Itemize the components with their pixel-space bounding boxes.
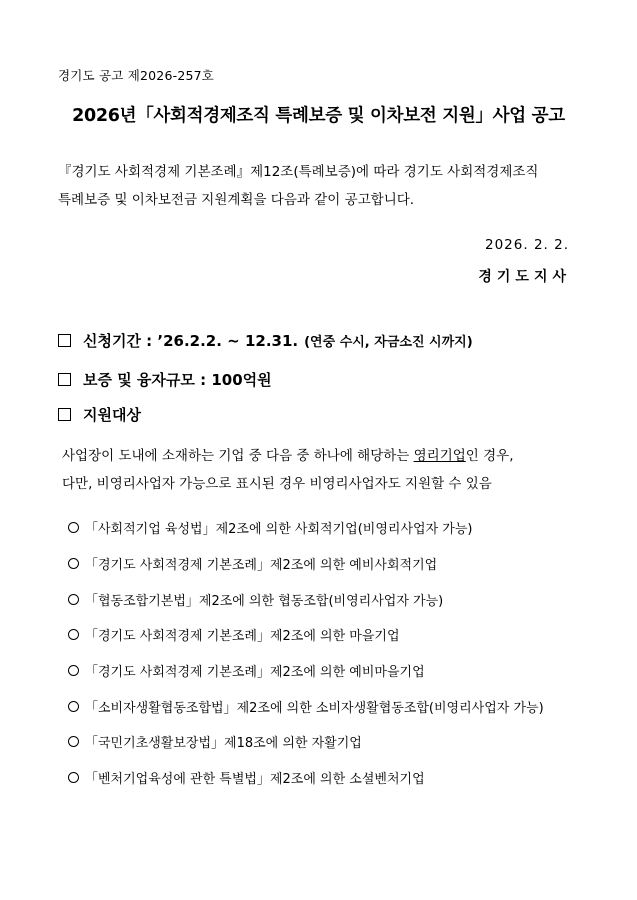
signer-name: 경기도지사 xyxy=(478,269,571,285)
target-description-line-2: 다만, 비영리사업자 가능으로 표시된 경우 비영리사업자도 지원할 수 있음 xyxy=(62,476,492,492)
notice-date: 2026. 2. 2. xyxy=(485,237,569,253)
section-scale xyxy=(58,369,272,390)
list-item xyxy=(68,760,598,796)
list-item-text: 「벤처기업육성에 관한 특별법」제2조에 의한 소셜벤처기업 xyxy=(85,772,425,788)
circle-bullet-icon xyxy=(68,772,79,783)
circle-bullet-icon xyxy=(68,522,79,533)
target-desc-text-b: 인 경우, xyxy=(465,448,514,464)
list-item-text: 「협동조합기본법」제2조에 의한 협동조합(비영리사업자 가능) xyxy=(85,593,444,609)
list-item-text: 「소비자생활협동조합법」제2조에 의한 소비자생활협동조합(비영리사업자 가능) xyxy=(85,700,544,716)
section-period-note: (연중 수시, 자금소진 시까지) xyxy=(304,335,473,350)
list-item xyxy=(68,581,598,617)
circle-bullet-icon xyxy=(68,594,79,605)
list-item-text: 「경기도 사회적경제 기본조례」제2조에 의한 예비사회적기업 xyxy=(85,558,438,574)
list-item xyxy=(68,617,598,653)
list-item xyxy=(68,724,598,760)
list-item-text: 「사회적기업 육성법」제2조에 의한 사회적기업(비영리사업자 가능) xyxy=(85,522,473,538)
intro-line-1: 『경기도 사회적경제 기본조례』제12조(특례보증)에 따라 경기도 사회적경제조직 xyxy=(58,164,539,180)
list-item-text: 「경기도 사회적경제 기본조례」제2조에 의한 마을기업 xyxy=(85,629,400,645)
list-item xyxy=(68,510,598,546)
circle-bullet-icon xyxy=(68,558,79,569)
target-desc-underlined: 영리기업 xyxy=(413,448,466,464)
circle-bullet-icon xyxy=(68,629,79,640)
target-list xyxy=(68,510,598,796)
checkbox-square-icon xyxy=(58,334,71,347)
intro-line-2: 특례보증 및 이차보전금 지원계획을 다음과 같이 공고합니다. xyxy=(58,192,415,208)
target-desc-text-a: 사업장이 도내에 소재하는 기업 중 다음 중 하나에 해당하는 xyxy=(62,448,414,464)
section-target xyxy=(58,404,141,425)
notice-number: 경기도 공고 제2026-257호 xyxy=(58,68,215,83)
section-scale-label: 보증 및 융자규모 : 100억원 xyxy=(83,371,272,389)
target-description xyxy=(62,442,582,498)
intro-paragraph xyxy=(58,158,583,214)
list-item-text: 「국민기초생활보장법」제18조에 의한 자활기업 xyxy=(85,736,362,752)
circle-bullet-icon xyxy=(68,736,79,747)
list-item xyxy=(68,653,598,689)
list-item xyxy=(68,688,598,724)
section-period xyxy=(58,330,473,351)
checkbox-square-icon xyxy=(58,373,71,386)
circle-bullet-icon xyxy=(68,665,79,676)
section-target-label: 지원대상 xyxy=(83,406,141,424)
list-item-text: 「경기도 사회적경제 기본조례」제2조에 의한 예비마을기업 xyxy=(85,665,425,681)
circle-bullet-icon xyxy=(68,701,79,712)
target-description-line-1 xyxy=(62,442,582,470)
section-period-label: 신청기간 : ’26.2.2. ~ 12.31. xyxy=(83,332,299,350)
page-title: 2026년「사회적경제조직 특례보증 및 이차보전 지원」사업 공고 xyxy=(72,106,565,126)
list-item xyxy=(68,546,598,582)
checkbox-square-icon xyxy=(58,408,71,421)
